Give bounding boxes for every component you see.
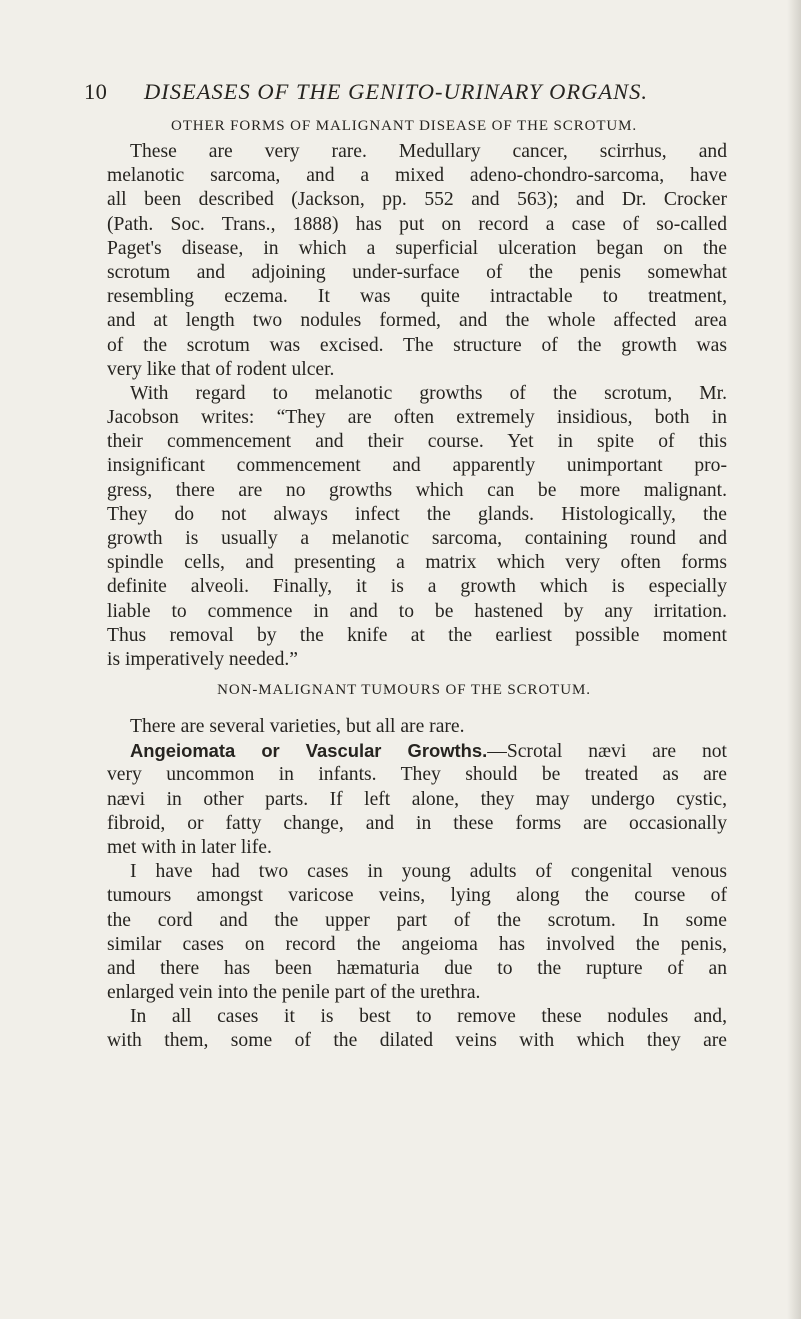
text-line: melanotic sarcoma, and a mixed adeno-chondro-sarcoma, have (107, 165, 727, 187)
text-line: Jacobson writes: “They are often extremely insidious, both in (107, 407, 727, 429)
page-edge-shadow (787, 0, 801, 1319)
text-line: their commencement and their course. Yet in spite of this (107, 431, 727, 453)
text-line: resembling eczema. It was quite intractable to treatment, (107, 286, 727, 308)
text-line: enlarged vein into the penile part of the urethra. (107, 982, 481, 1004)
text-line: of the scrotum was excised. The structure of the growth was (107, 334, 727, 356)
text-line: Thus removal by the knife at the earliest possible moment (107, 624, 727, 646)
text-line: Paget's disease, in which a superficial ulceration began on the (107, 237, 727, 259)
section-body-malignant (107, 140, 727, 672)
text-line: similar cases on record the angeioma has involved the penis, (107, 933, 727, 955)
text-line: fibroid, or fatty change, and in these forms are occasionally (107, 812, 727, 834)
text-line: I have had two cases in young adults of congenital venous (130, 861, 727, 883)
text-line: These are very rare. Medullary cancer, scirrhus, and (130, 141, 727, 162)
text-line: scrotum and adjoining under-surface of the penis somewhat (107, 261, 727, 283)
text-line: nævi in other parts. If left alone, they may undergo cystic, (107, 788, 727, 810)
text-line: and at length two nodules formed, and the whole affected area (107, 310, 727, 332)
text-line: met with in later life. (107, 836, 272, 858)
text-line: insignificant commencement and apparently unimportant pro- (107, 455, 727, 477)
text-line: spindle cells, and presenting a matrix which very often forms (107, 552, 727, 574)
running-title: DISEASES OF THE GENITO-URINARY ORGANS. (144, 79, 649, 104)
text-line: In all cases it is best to remove these nodules and, (130, 1006, 727, 1028)
section-heading-non-malignant: NON-MALIGNANT TUMOURS OF THE SCROTUM. (217, 682, 591, 698)
text-line: definite alveoli. Finally, it is a growth which is especially (107, 576, 727, 598)
subheading-line (107, 739, 727, 763)
text-line: (Path. Soc. Trans., 1888) has put on record a case of so-called (107, 213, 727, 235)
text-line: gress, there are no growths which can be more malignant. (107, 479, 727, 501)
section-heading-malignant: OTHER FORMS OF MALIGNANT DISEASE OF THE SCROTUM. (170, 118, 638, 134)
text-line: liable to commence in and to be hastened by any irritation. (107, 600, 727, 622)
text-line: with them, some of the dilated veins with which they are (107, 1030, 727, 1052)
section-body-non-malignant (107, 715, 727, 1054)
text-line: growth is usually a melanotic sarcoma, containing round and (107, 528, 727, 549)
text-line: tumours amongst varicose veins, lying along the course of (107, 885, 727, 907)
text-line: There are several varieties, but all are rare. (130, 716, 465, 737)
text-line: and there has been hæmaturia due to the rupture of an (107, 957, 727, 979)
page-number: 10 (84, 79, 108, 104)
text-line: They do not always infect the glands. Histologically, the (107, 503, 727, 525)
subheading-angeiomata: Angeiomata or Vascular Growths. (130, 740, 488, 762)
text-line: With regard to melanotic growths of the scrotum, Mr. (130, 382, 727, 404)
text-line: the cord and the upper part of the scrotum. In some (107, 909, 727, 931)
text-line: very like that of rodent ulcer. (107, 358, 335, 380)
text-line: all been described (Jackson, pp. 552 and 563); and Dr. Crocker (107, 189, 727, 211)
subheading-continuation: —Scrotal nævi are not (487, 741, 727, 763)
text-line: very uncommon in infants. They should be treated as are (107, 764, 727, 786)
text-line: is imperatively needed.” (107, 648, 298, 670)
